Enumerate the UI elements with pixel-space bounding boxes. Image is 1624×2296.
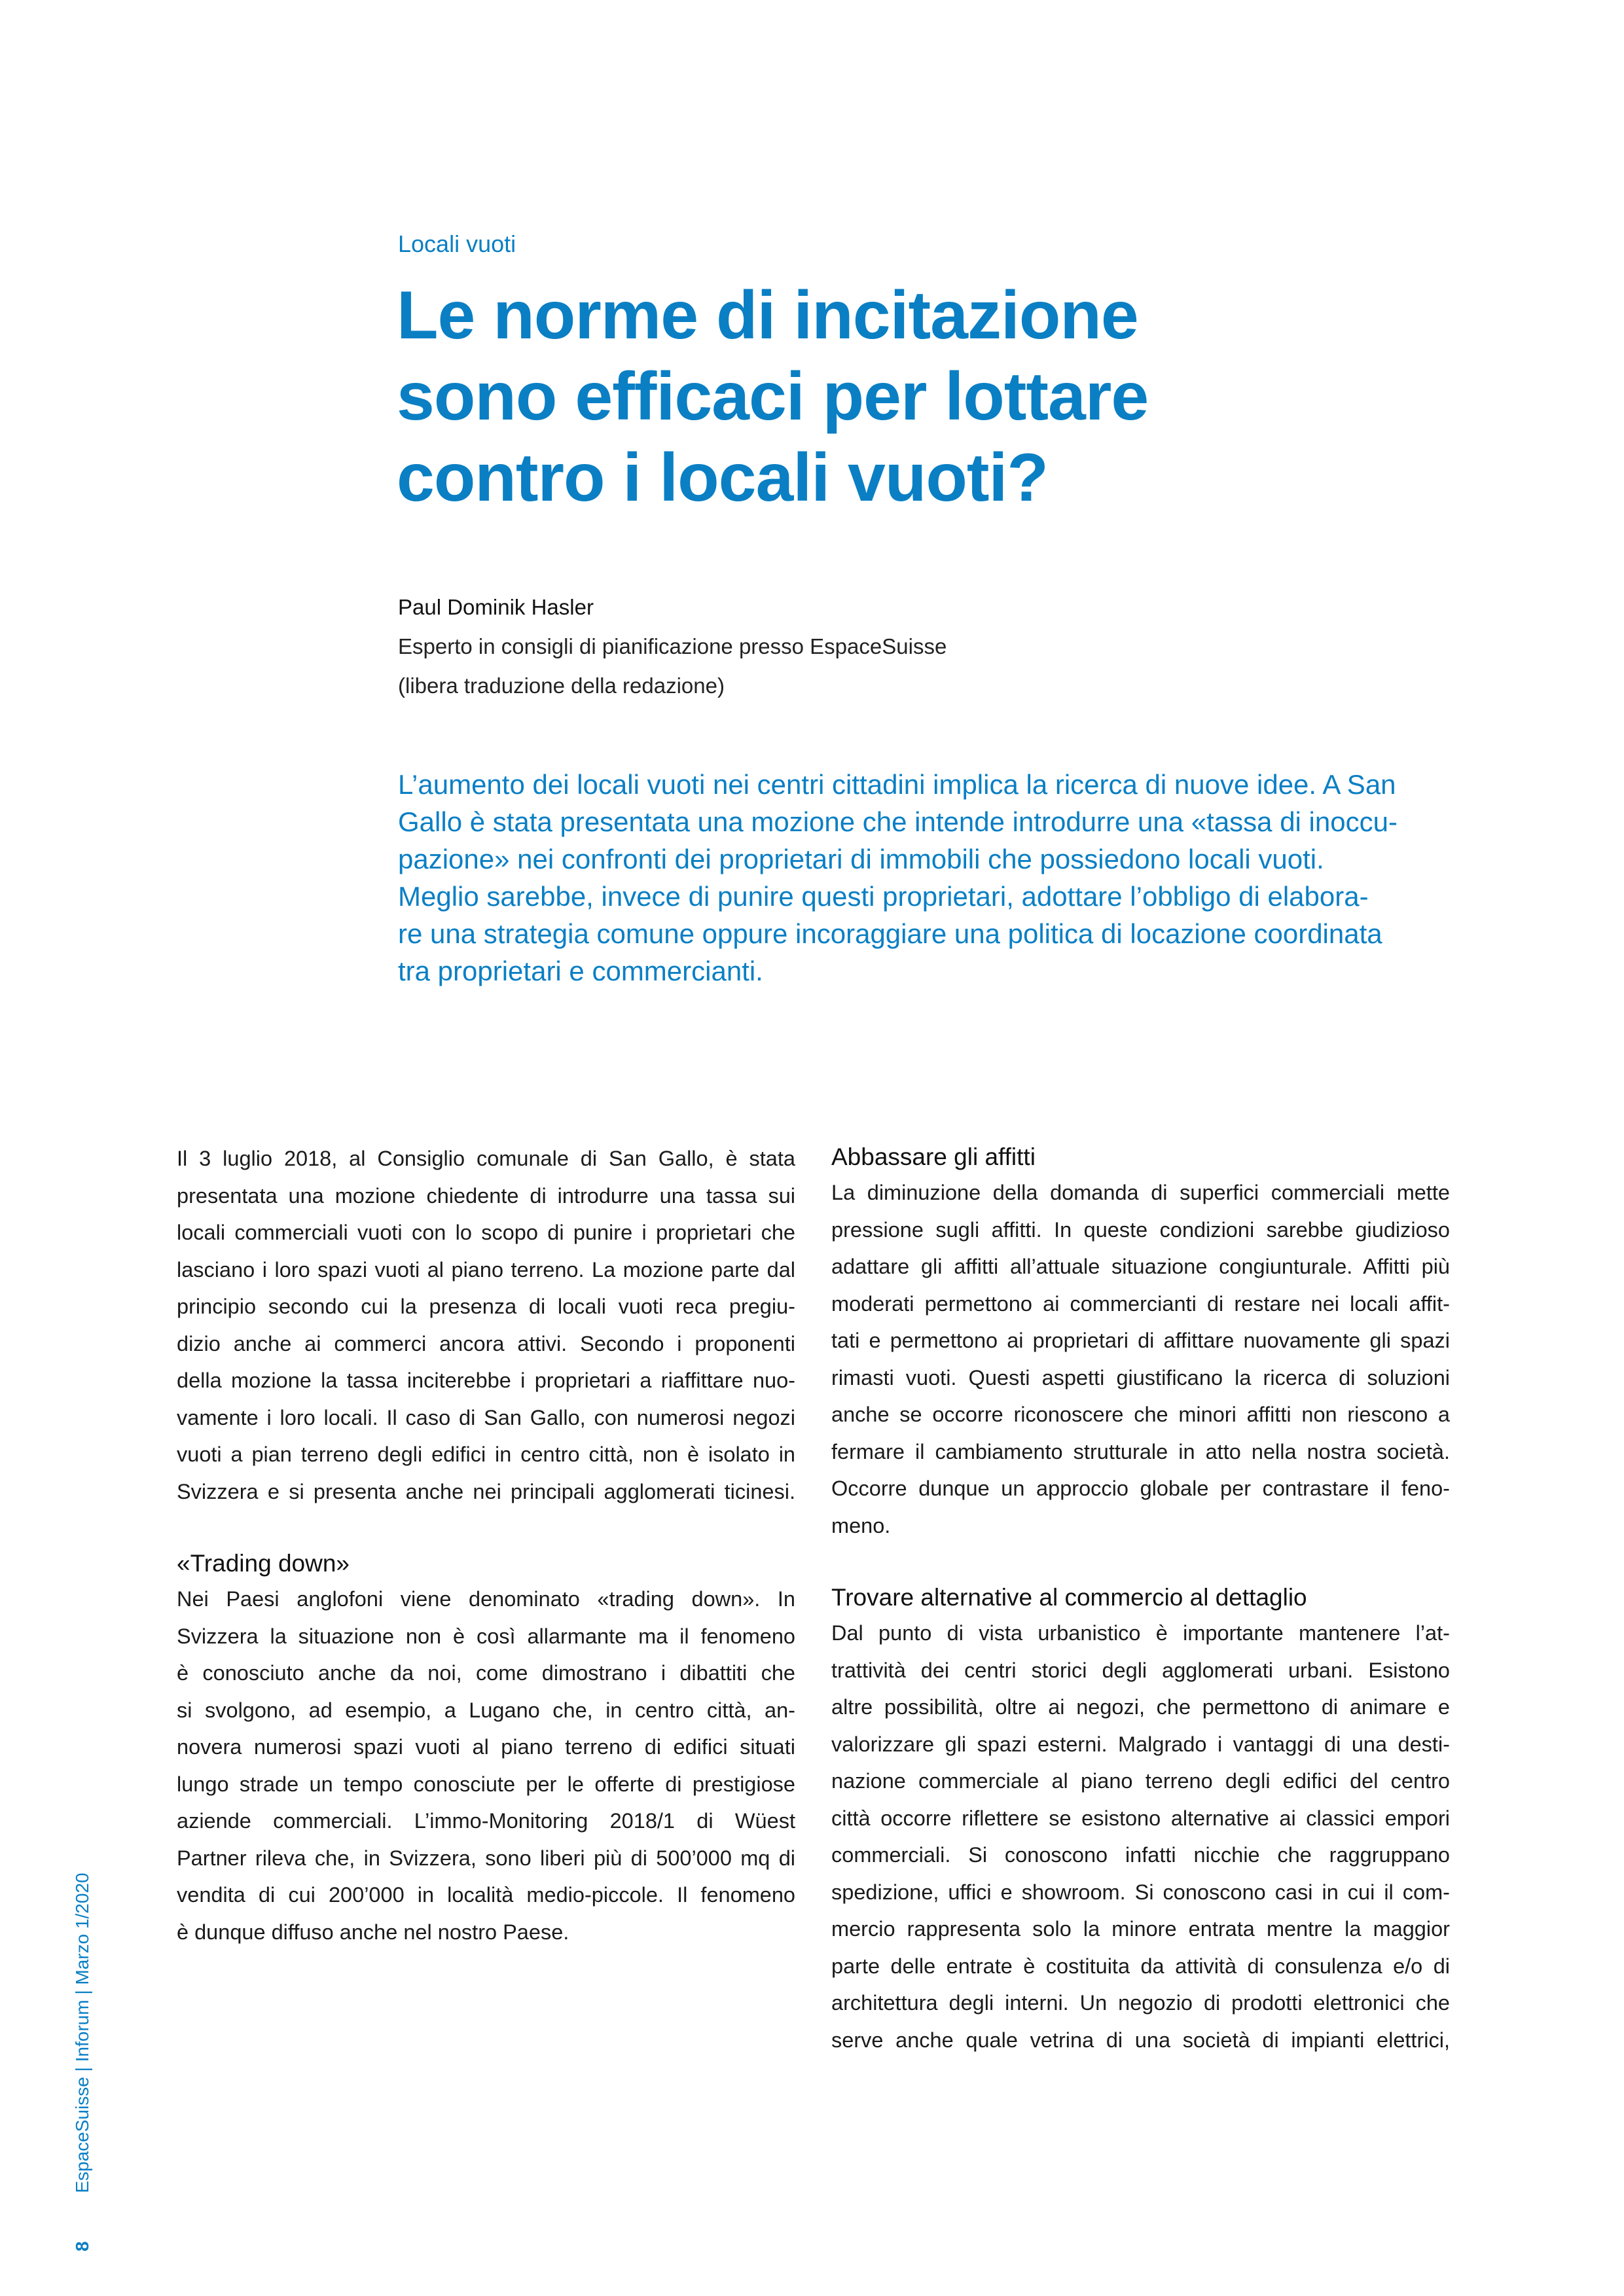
body-line: locali commerciali vuoti con lo scopo di punire i proprietari che [177,1221,795,1244]
title-line: contro i locali vuoti? [397,440,1048,516]
trading-down-paragraph [177,1581,795,1950]
body-line: moderati permettono ai commercianti di restare nei locali affit- [831,1291,1450,1316]
section-heading-alternatives: Trovare alternative al commercio al dettaglio [831,1584,1307,1611]
publication-info: EspaceSuisse | Inforum | Marzo 1/2020 [72,1873,92,2193]
body-line: nazione commerciale al piano terreno degli edifici del centro [831,1769,1450,1793]
page-number: 8 [72,2241,92,2251]
body-line: della mozione la tassa inciterebbe i proprietari a riaffittare nuo- [177,1369,795,1392]
author-block [398,588,947,706]
body-line: vuoti a pian terreno degli edifici in centro città, non è isolato in [177,1443,795,1466]
body-line: valorizzare gli spazi esterni. Malgrado i vantaggi di una desti- [831,1732,1450,1756]
lead-line: L’aumento dei locali vuoti nei centri cittadini implica la ricerca di nuove idee. A San [398,769,1396,800]
rents-paragraph [831,1174,1450,1544]
body-line: mercio rappresenta solo la minore entrata mentre la maggior [831,1917,1450,1941]
left-column [177,1140,795,1950]
body-line: rimasti vuoti. Questi aspetti giustificano la ricerca di soluzioni [831,1365,1450,1390]
body-line: spedizione, uffici e showroom. Si conoscono casi in cui il com- [831,1880,1450,1904]
author-name: Paul Dominik Hasler [398,595,594,619]
body-line: città occorre riflettere se esistono alternative ai classici empori [831,1806,1450,1830]
body-line: Partner rileva che, in Svizzera, sono liberi più di 500’000 mq di [177,1846,795,1870]
section-heading-rents: Abbassare gli affitti [831,1143,1036,1170]
body-line: dizio anche ai commerci ancora attivi. Secondo i proponenti [177,1331,795,1355]
body-line: pressione sugli affitti. In queste condizioni sarebbe giudizioso [831,1217,1450,1242]
translation-note: (libera traduzione della redazione) [398,673,725,698]
author-role: Esperto in consigli di pianificazione presso EspaceSuisse [398,634,947,658]
page-footer [72,1873,93,2251]
lead-line: Meglio sarebbe, invece di punire questi proprietari, adottare l’obbligo di elabora- [398,881,1369,912]
body-line: serve anche quale vetrina di una società di impianti elettrici, [831,2028,1450,2052]
body-line: Svizzera la situazione non è così allarmante ma il fenomeno [177,1624,795,1648]
body-line: La diminuzione della domanda di superfici commerciali mette [831,1181,1450,1204]
body-line: parte delle entrate è costituita da attività di consulenza e/o di [831,1954,1450,1978]
body-line: architettura degli interni. Un negozio di prodotti elettronici che [831,1991,1450,2015]
title-line: sono efficaci per lottare [397,359,1149,435]
body-line: tati e permettono ai proprietari di affittare nuovamente gli spazi [831,1329,1450,1352]
section-heading-trading-down: «Trading down» [177,1550,350,1577]
body-line: fermare il cambiamento strutturale in atto nella nostra società. [831,1439,1450,1463]
body-line: Svizzera e si presenta anche nei principali agglomerati ticinesi. [177,1479,795,1503]
title-line: Le norme di incitazione [397,278,1138,353]
body-line: aziende commerciali. L’immo-Monitoring 2018/1 di Wüest [177,1809,795,1833]
body-line: è conosciuto anche da noi, come dimostrano i dibattiti che [177,1661,795,1685]
body-line: adattare gli affitti all’attuale situazione congiunturale. Affitti più [831,1255,1450,1278]
paragraph-gap [831,1544,1450,1573]
body-line: vendita di cui 200’000 in località medio-piccole. Il fenomeno [177,1883,795,1907]
body-line: presentata una mozione chiedente di introdurre una tassa sui [177,1183,795,1208]
body-line: principio secondo cui la presenza di locali vuoti reca pregiu- [177,1295,795,1318]
paragraph-gap [177,1510,795,1539]
lead-line: re una strategia comune oppure incoraggiare una politica di locazione coordinata [398,918,1382,949]
body-line: è dunque diffuso anche nel nostro Paese. [177,1920,569,1944]
body-line: meno. [831,1513,891,1537]
lead-paragraph [398,766,1439,990]
body-line: altre possibilità, oltre ai negozi, che permettono di animare e [831,1695,1450,1719]
body-line: Il 3 luglio 2018, al Consiglio comunale di San Gallo, è stata [177,1147,795,1170]
body-line: Dal punto di vista urbanistico è importante mantenere l’at- [831,1621,1450,1645]
lead-line: tra proprietari e commercianti. [398,956,763,986]
body-line: lungo strade un tempo conosciute per le offerte di prestigiose [177,1772,795,1796]
body-line: anche se occorre riconoscere che minori affitti non riescono a [831,1403,1450,1426]
body-line: Nei Paesi anglofoni viene denominato «trading down». In [177,1587,795,1611]
body-line: si svolgono, ad esempio, a Lugano che, in centro città, an- [177,1698,795,1722]
lead-line: Gallo è stata presentata una mozione che intende introdurre una «tassa di inoccu- [398,806,1398,837]
alternatives-paragraph [831,1615,1450,2058]
lead-line: pazione» nei confronti dei proprietari di immobili che possiedono locali vuoti. [398,844,1324,874]
body-line: lasciano i loro spazi vuoti al piano terreno. La mozione parte dal [177,1257,795,1282]
right-column [831,1140,1450,2058]
article-title [397,275,1379,518]
body-line: novera numerosi spazi vuoti al piano terreno di edifici situati [177,1735,795,1759]
intro-paragraph [177,1140,795,1510]
body-line: vamente i loro locali. Il caso di San Gallo, con numerosi negozi [177,1405,795,1429]
section-label: Locali vuoti [398,230,516,257]
body-line: commerciali. Si conoscono infatti nicchie che raggruppano [831,1843,1450,1867]
body-line: trattività dei centri storici degli agglomerati urbani. Esistono [831,1658,1450,1682]
body-line: Occorre dunque un approccio globale per contrastare il feno- [831,1477,1450,1500]
